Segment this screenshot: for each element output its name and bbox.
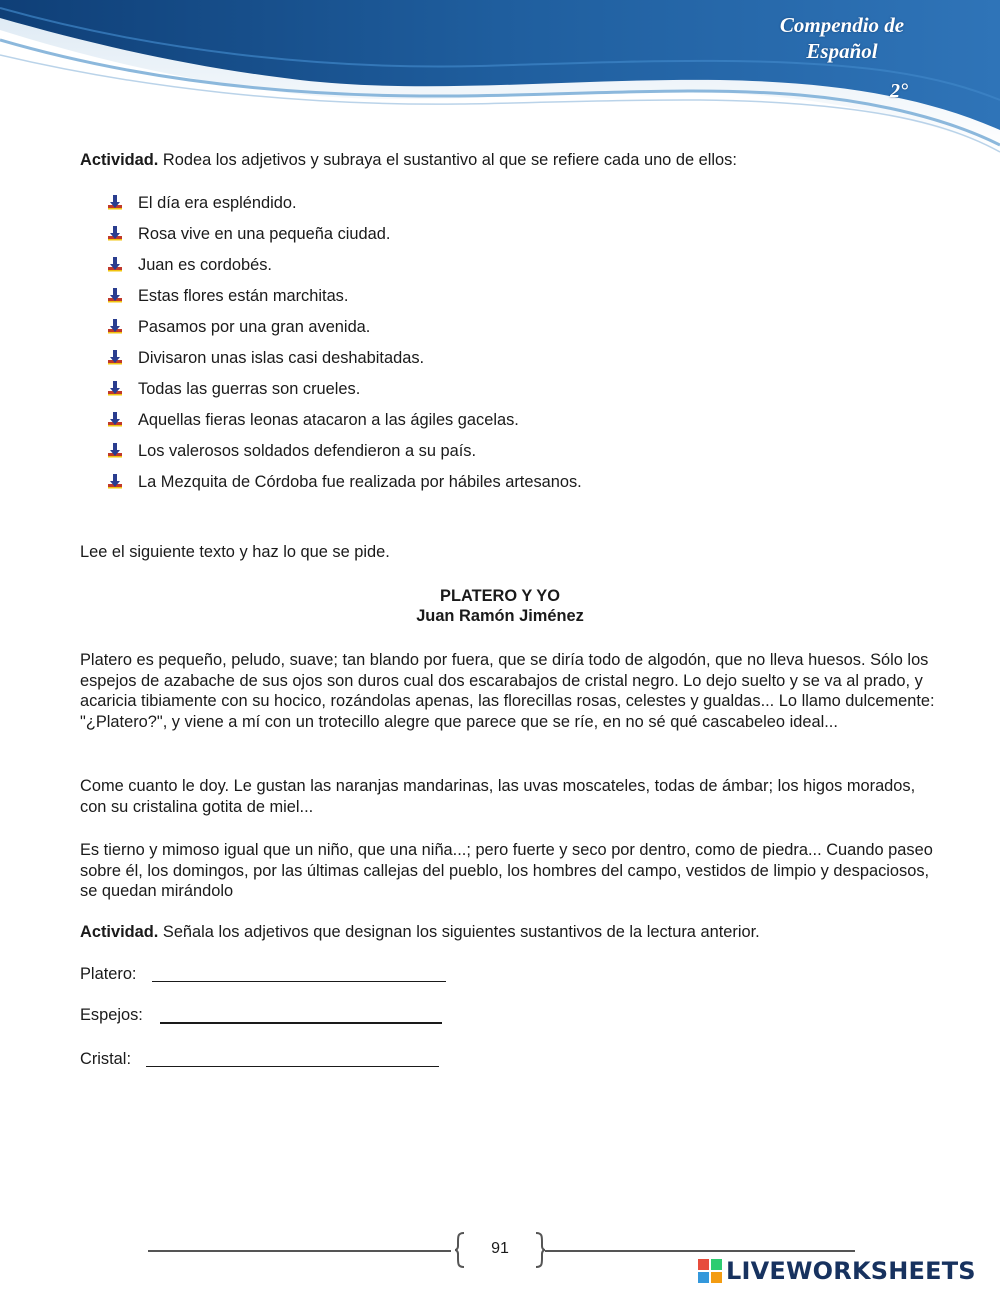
sentence-item — [108, 379, 582, 410]
arrow-down-bullet-icon — [108, 412, 122, 428]
cristal-answer-line[interactable] — [146, 1066, 439, 1067]
sentence-text: El día era espléndido. — [138, 194, 297, 212]
cristal-label: Cristal: — [80, 1050, 131, 1068]
sentence-text: Divisaron unas islas casi deshabitadas. — [138, 349, 425, 367]
reading-paragraph-1: Platero es pequeño, peludo, suave; tan blando por fuera, que se diría todo de algodón, que no lleva huesos. Sólo los espejos de azabache de sus ojos son duros cual dos escarabajos de cristal negro. Lo dejo suelto y se va al prado, y acaricia tibiamente con su hocico, rozándolas apenas, las florecillas rosas, celestes y gualdas... Lo llamo dulcemente: "¿Platero?", y viene a mí con un trotecillo alegre que parece que se ríe, en no sé qué cascabeleo ideal... — [80, 651, 935, 731]
sentence-list — [108, 193, 582, 503]
liveworksheets-brand: LIVEWORKSHEETS — [726, 1257, 976, 1285]
arrow-down-bullet-icon — [108, 350, 122, 366]
sentence-text: La Mezquita de Córdoba fue realizada por hábiles artesanos. — [138, 473, 582, 491]
activity1-instruction — [80, 150, 737, 171]
espejos-answer-line[interactable] — [160, 1022, 442, 1024]
header-grade: 2° — [890, 80, 908, 102]
arrow-down-bullet-icon — [108, 195, 122, 211]
activity1-label: Actividad. — [80, 151, 159, 169]
sentence-item — [108, 224, 582, 255]
activity2-instruction — [80, 922, 760, 943]
sentence-item — [108, 410, 582, 441]
header-title-line2: Español — [806, 39, 878, 63]
reading-title: PLATERO Y YO — [440, 587, 560, 605]
page-number: 91 — [491, 1240, 509, 1257]
sentence-item — [108, 255, 582, 286]
reading-paragraph-3: Es tierno y mimoso igual que un niño, que una niña...; pero fuerte y seco por dentro, como de piedra... Cuando paseo sobre él, los domingos, por las últimas callejas del pueblo, los hombres del campo, vestidos de limpio y despaciosos, se quedan mirándolo — [80, 841, 933, 900]
activity2-text: Señala los adjetivos que designan los siguientes sustantivos de la lectura anterior. — [158, 923, 760, 941]
reading-author: Juan Ramón Jiménez — [416, 607, 584, 625]
liveworksheets-logo[interactable] — [698, 1257, 976, 1285]
sentence-item — [108, 193, 582, 224]
sentence-text: Todas las guerras son crueles. — [138, 380, 361, 398]
read-instruction: Lee el siguiente texto y haz lo que se pide. — [80, 543, 390, 561]
header-title-line1: Compendio de — [779, 13, 905, 37]
sentence-text: Estas flores están marchitas. — [138, 287, 349, 305]
sentence-text: Rosa vive en una pequeña ciudad. — [138, 225, 391, 243]
sentence-item — [108, 286, 582, 317]
left-bracket-icon — [455, 1232, 465, 1268]
arrow-down-bullet-icon — [108, 319, 122, 335]
arrow-down-bullet-icon — [108, 381, 122, 397]
footer-rule-left — [148, 1250, 451, 1252]
sentence-item — [108, 348, 582, 379]
arrow-down-bullet-icon — [108, 257, 122, 273]
sentence-item — [108, 317, 582, 348]
arrow-down-bullet-icon — [108, 443, 122, 459]
sentence-item — [108, 472, 582, 503]
arrow-down-bullet-icon — [108, 474, 122, 490]
sentence-text: Juan es cordobés. — [138, 256, 272, 274]
liveworksheets-icon — [698, 1259, 722, 1283]
reading-paragraph-2: Come cuanto le doy. Le gustan las naranjas mandarinas, las uvas moscateles, todas de ámbar; los higos morados, con su cristalina gotita de miel... — [80, 777, 916, 816]
sentence-text: Pasamos por una gran avenida. — [138, 318, 371, 336]
platero-answer-line[interactable] — [152, 981, 446, 982]
arrow-down-bullet-icon — [108, 288, 122, 304]
right-bracket-icon — [535, 1232, 545, 1268]
platero-label: Platero: — [80, 965, 137, 983]
sentence-text: Los valerosos soldados defendieron a su país. — [138, 442, 477, 460]
activity2-label: Actividad. — [80, 923, 159, 941]
sentence-text: Aquellas fieras leonas atacaron a las ágiles gacelas. — [138, 411, 519, 429]
activity1-text: Rodea los adjetivos y subraya el sustantivo al que se refiere cada uno de ellos: — [158, 151, 737, 169]
espejos-label: Espejos: — [80, 1006, 143, 1024]
sentence-item — [108, 441, 582, 472]
arrow-down-bullet-icon — [108, 226, 122, 242]
footer-rule-right — [545, 1250, 855, 1252]
